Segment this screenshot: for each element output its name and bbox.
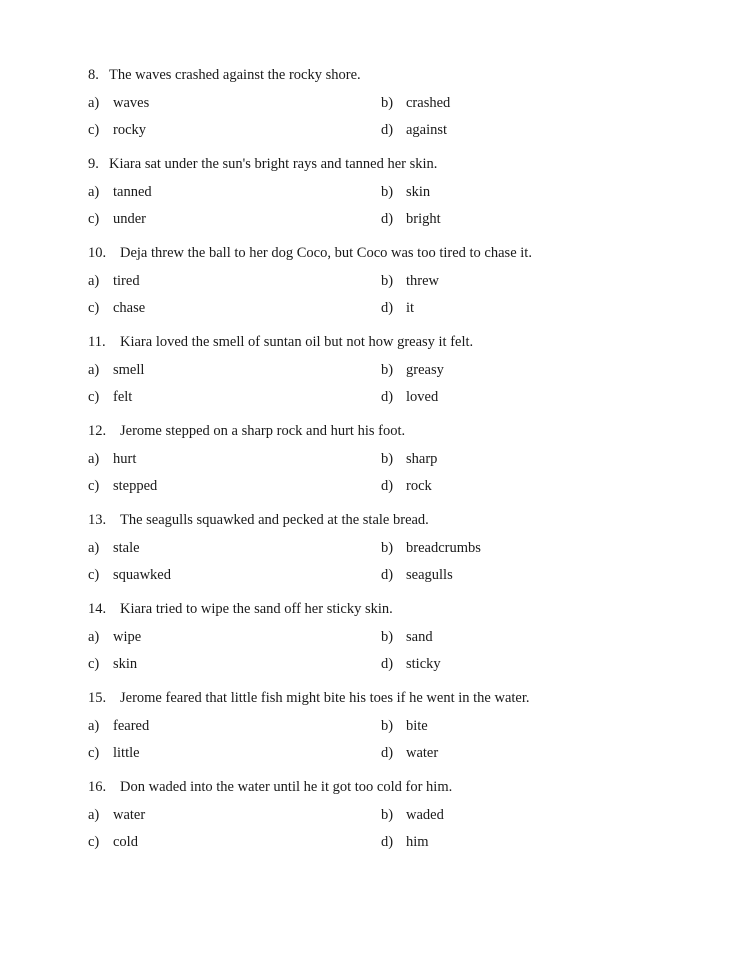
question-text: Don waded into the water until he it got too cold for him. bbox=[120, 779, 453, 795]
option-word: squawked bbox=[113, 567, 171, 583]
option-word: crashed bbox=[406, 95, 451, 111]
option-letter: d) bbox=[381, 656, 394, 672]
option-word: feared bbox=[113, 718, 150, 734]
option-letter: c) bbox=[88, 745, 100, 761]
question-text: The waves crashed against the rocky shore. bbox=[109, 67, 361, 83]
option-letter: a) bbox=[88, 362, 100, 378]
option-letter: d) bbox=[381, 567, 394, 583]
question-number: 15. bbox=[88, 690, 107, 706]
option-letter: b) bbox=[381, 451, 394, 467]
option-word: sand bbox=[406, 629, 433, 645]
option-letter: d) bbox=[381, 745, 394, 761]
option-word: seagulls bbox=[406, 567, 453, 583]
question-text: Jerome stepped on a sharp rock and hurt his foot. bbox=[120, 423, 406, 439]
option-word: felt bbox=[113, 389, 133, 405]
option-word: tired bbox=[113, 273, 140, 289]
question-prompt bbox=[88, 155, 437, 173]
option-word: skin bbox=[406, 184, 431, 200]
option-word: cold bbox=[113, 834, 138, 850]
option-letter: a) bbox=[88, 807, 100, 823]
option-word: bright bbox=[406, 211, 441, 227]
question-text: Kiara loved the smell of suntan oil but not how greasy it felt. bbox=[120, 334, 474, 350]
option-letter: a) bbox=[88, 718, 100, 734]
option-word: rocky bbox=[113, 122, 147, 138]
option-letter: a) bbox=[88, 451, 100, 467]
option-letter: a) bbox=[88, 629, 100, 645]
option-word: rock bbox=[406, 478, 432, 494]
option-letter: c) bbox=[88, 389, 100, 405]
option-word: threw bbox=[406, 273, 440, 289]
option-letter: c) bbox=[88, 122, 100, 138]
option-letter: c) bbox=[88, 656, 100, 672]
option-letter: a) bbox=[88, 95, 100, 111]
question-number: 9. bbox=[88, 156, 99, 172]
question-text: Deja threw the ball to her dog Coco, but Coco was too tired to chase it. bbox=[120, 245, 532, 261]
option-letter: a) bbox=[88, 540, 100, 556]
option-word: waded bbox=[406, 807, 444, 823]
option-word: waves bbox=[113, 95, 150, 111]
option-word: chase bbox=[113, 300, 146, 316]
option-word: tanned bbox=[113, 184, 152, 200]
question-text: Jerome feared that little fish might bite his toes if he went in the water. bbox=[120, 690, 530, 706]
option-word: sharp bbox=[406, 451, 438, 467]
option-word: loved bbox=[406, 389, 439, 405]
option-word: water bbox=[406, 745, 439, 761]
question-prompt bbox=[88, 511, 429, 529]
option-word: wipe bbox=[113, 629, 142, 645]
option-letter: c) bbox=[88, 300, 100, 316]
option-word: greasy bbox=[406, 362, 444, 378]
option-word: stale bbox=[113, 540, 140, 556]
option-letter: b) bbox=[381, 540, 394, 556]
option-letter: d) bbox=[381, 478, 394, 494]
option-letter: d) bbox=[381, 834, 394, 850]
option-word: water bbox=[113, 807, 146, 823]
option-word: skin bbox=[113, 656, 138, 672]
question-text: Kiara sat under the sun's bright rays and tanned her skin. bbox=[109, 156, 438, 172]
question-number: 14. bbox=[88, 601, 107, 617]
option-letter: b) bbox=[381, 362, 394, 378]
question-text: Kiara tried to wipe the sand off her sticky skin. bbox=[120, 601, 393, 617]
option-letter: c) bbox=[88, 567, 100, 583]
option-word: against bbox=[406, 122, 448, 138]
question-prompt bbox=[88, 333, 473, 351]
question-prompt bbox=[88, 422, 405, 440]
option-letter: d) bbox=[381, 211, 394, 227]
question-prompt bbox=[88, 600, 393, 618]
question-number: 11. bbox=[88, 334, 106, 350]
option-word: little bbox=[113, 745, 140, 761]
option-letter: d) bbox=[381, 122, 394, 138]
option-word: hurt bbox=[113, 451, 137, 467]
question-number: 10. bbox=[88, 245, 107, 261]
question-prompt bbox=[88, 778, 452, 796]
question-prompt bbox=[88, 689, 530, 707]
option-letter: b) bbox=[381, 95, 394, 111]
option-word: breadcrumbs bbox=[406, 540, 481, 556]
question-prompt bbox=[88, 66, 361, 84]
option-letter: a) bbox=[88, 273, 100, 289]
question-prompt bbox=[88, 244, 532, 262]
option-word: stepped bbox=[113, 478, 158, 494]
question-number: 13. bbox=[88, 512, 107, 528]
option-letter: b) bbox=[381, 807, 394, 823]
option-letter: c) bbox=[88, 478, 100, 494]
question-number: 12. bbox=[88, 423, 107, 439]
option-letter: b) bbox=[381, 184, 394, 200]
question-text: The seagulls squawked and pecked at the stale bread. bbox=[120, 512, 429, 528]
option-letter: c) bbox=[88, 211, 100, 227]
question-number: 16. bbox=[88, 779, 107, 795]
option-letter: d) bbox=[381, 300, 394, 316]
option-word: sticky bbox=[406, 656, 441, 672]
option-word: smell bbox=[113, 362, 145, 378]
question-number: 8. bbox=[88, 67, 99, 83]
option-letter: c) bbox=[88, 834, 100, 850]
option-word: under bbox=[113, 211, 147, 227]
option-word: it bbox=[406, 300, 415, 316]
option-letter: a) bbox=[88, 184, 100, 200]
option-word: bite bbox=[406, 718, 428, 734]
option-letter: d) bbox=[381, 389, 394, 405]
option-letter: b) bbox=[381, 629, 394, 645]
option-letter: b) bbox=[381, 718, 394, 734]
option-word: him bbox=[406, 834, 429, 850]
option-letter: b) bbox=[381, 273, 394, 289]
